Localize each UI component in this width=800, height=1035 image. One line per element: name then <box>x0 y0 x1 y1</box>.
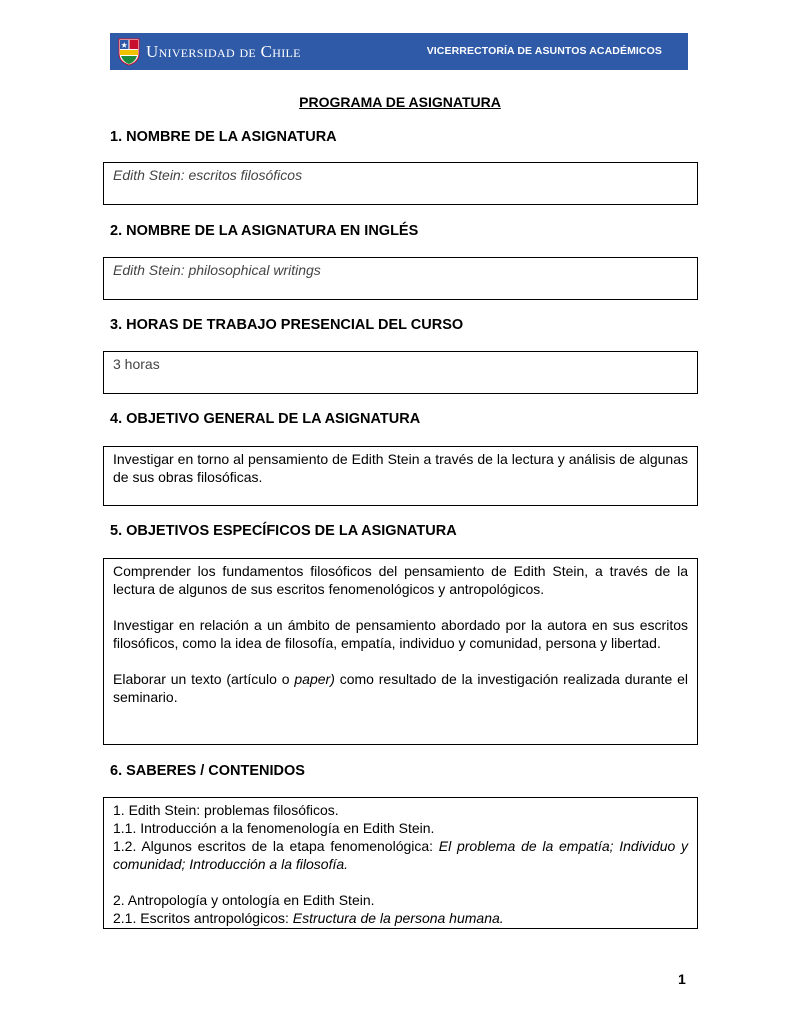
section-4-box <box>103 446 698 506</box>
content-line-3-plain: 1.2. Algunos escritos de la etapa fenomenológica: <box>113 838 439 854</box>
section-3-heading: 3. HORAS DE TRABAJO PRESENCIAL DEL CURSO <box>110 317 464 333</box>
specific-objective-3 <box>113 670 688 706</box>
university-name: Universidad de Chile <box>146 42 301 61</box>
section-3-box <box>103 351 698 394</box>
specific-objective-1: Comprender los fundamentos filosóficos del pensamiento de Edith Stein, a través de la lectura de algunos de sus escritos fenomenológicos y antropológicos. <box>113 563 688 597</box>
general-objective: Investigar en torno al pensamiento de Edith Stein a través de la lectura y análisis de algunas de sus obras filosóficas. <box>113 451 688 485</box>
section-6-heading: 6. SABERES / CONTENIDOS <box>110 763 305 779</box>
content-line-3-italic: El problema de la empatía; Individuo y comunidad; Introducción a la filosofía. <box>113 838 689 872</box>
section-1-heading: 1. NOMBRE DE LA ASIGNATURA <box>110 129 337 145</box>
page-number: 1 <box>678 971 686 987</box>
section-6-box <box>103 797 698 929</box>
section-1-box <box>103 162 698 205</box>
specific-objective-3-start: Elaborar un texto (artículo o <box>113 671 295 687</box>
section-2-box <box>103 257 698 300</box>
specific-objective-3-end: como resultado de la investigación realizada durante el seminario. <box>113 671 688 705</box>
course-name-english: Edith Stein: philosophical writings <box>113 262 321 278</box>
header-banner <box>110 33 688 70</box>
section-2-heading: 2. NOMBRE DE LA ASIGNATURA EN INGLÉS <box>110 223 419 239</box>
content-line-5-plain: 2.1. Escritos antropológicos: <box>113 910 293 926</box>
content-line-5-italic: Estructura de la persona humana. <box>292 910 504 926</box>
specific-objective-2: Investigar en relación a un ámbito de pensamiento abordado por la autora en sus escritos filosóficos, como la idea de filosofía, empatía, individuo y comunidad, persona y libertad. <box>113 617 688 651</box>
section-5-heading: 5. OBJETIVOS ESPECÍFICOS DE LA ASIGNATURA <box>110 523 457 539</box>
course-hours: 3 horas <box>113 356 160 372</box>
university-seal-icon <box>117 37 141 66</box>
content-line-3 <box>113 837 688 873</box>
section-4-heading: 4. OBJETIVO GENERAL DE LA ASIGNATURA <box>110 411 421 427</box>
vicerrectoria-label: VICERRECTORÍA DE ASUNTOS ACADÉMICOS <box>426 45 662 57</box>
specific-objective-3-italic: paper) <box>294 671 335 687</box>
section-5-box <box>103 558 698 745</box>
content-line-1: 1. Edith Stein: problemas filosóficos. <box>113 802 339 818</box>
content-line-2: 1.1. Introducción a la fenomenología en Edith Stein. <box>113 820 435 836</box>
content-line-4: 2. Antropología y ontología en Edith Stein. <box>113 892 375 908</box>
content-line-5 <box>113 909 688 927</box>
course-name: Edith Stein: escritos filosóficos <box>113 167 303 183</box>
document-title: PROGRAMA DE ASIGNATURA <box>299 94 501 110</box>
